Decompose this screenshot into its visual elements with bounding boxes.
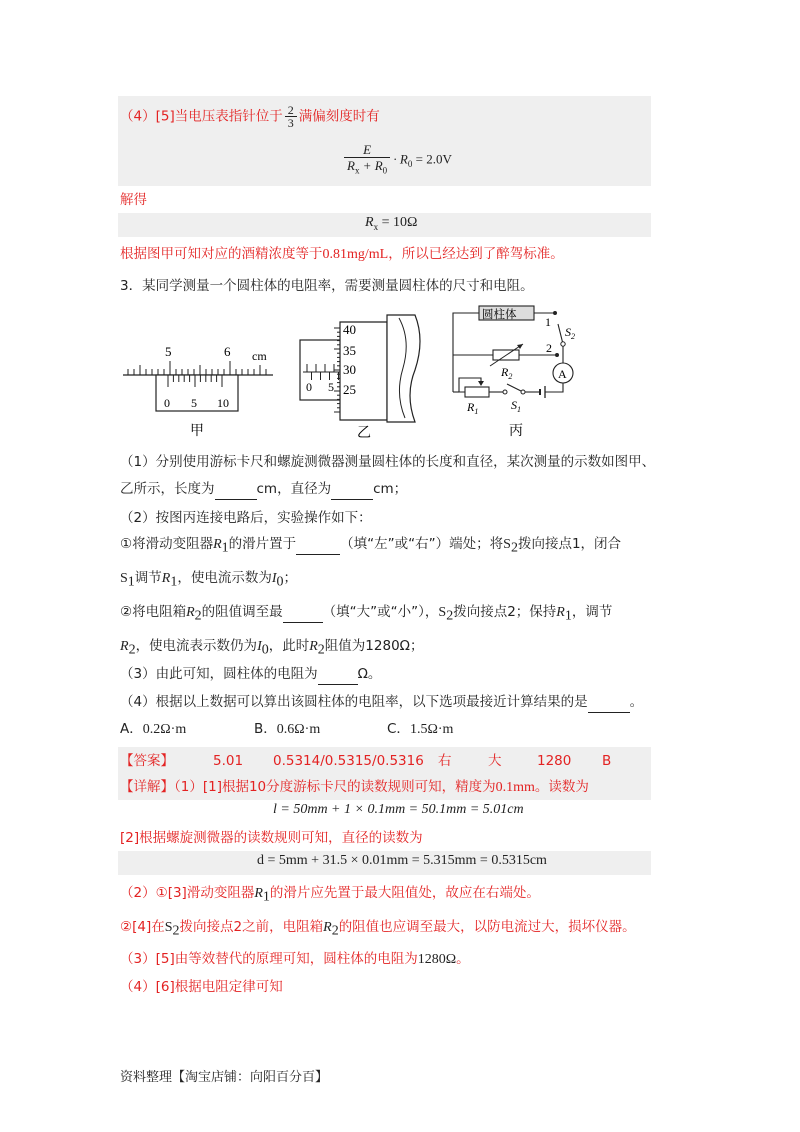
question-3-stem: 3．某同学测量一个圆柱体的电阻率，需要测量圆柱体的尺寸和电阻。 <box>120 278 534 294</box>
detail-line-4: ②[4]在$S_2$拨向接点2之前，电阻箱$R_2$的阻值也应调至最大，以防电流过大，损坏仪器。 <box>120 919 636 939</box>
option-a[interactable]: A．0.2Ω·m <box>120 721 187 737</box>
length-blank[interactable] <box>215 479 257 500</box>
answer-5: 1280 <box>537 753 572 769</box>
part-2-intro: （2）按图丙连接电路后，实验操作如下： <box>120 510 372 526</box>
ammeter-label: A <box>558 367 567 381</box>
slider-position-blank[interactable] <box>296 534 340 555</box>
vernier-label-5: 5 <box>191 396 197 410</box>
circuit-caption: 丙 <box>509 424 523 439</box>
contact-2-label: 2 <box>546 341 552 355</box>
part-4-line: （4）根据以上数据可以算出该圆柱体的电阻率，以下选项最接近计算结果的是 。 <box>120 692 643 713</box>
caliper-figure <box>118 300 278 440</box>
rx-equation: $R_x = 10\Omega$ <box>365 215 418 232</box>
vernier-label-10: 10 <box>217 396 229 410</box>
cylinder-label: 圆柱体 <box>482 309 517 321</box>
step-1-line-2: $S_1$调节$R_1$，使电流示数为$I_0$； <box>120 570 298 590</box>
detail-line-2: [2]根据螺旋测微器的读数规则可知，直径的读数为 <box>120 830 423 846</box>
sleeve-label-5: 5 <box>328 380 334 394</box>
caliper-unit: cm <box>252 349 267 363</box>
detail-line-6: （4）[6]根据电阻定律可知 <box>120 979 283 995</box>
choice-blank[interactable] <box>588 692 630 713</box>
thimble-label-30: 30 <box>343 362 356 377</box>
length-equation: l = 50mm + 1 × 0.1mm = 50.1mm = 5.01cm <box>273 802 524 817</box>
step-2-line-2: $R_2$，使电流表示数仍为$I_0$，此时$R_2$阻值为1280Ω； <box>120 638 424 658</box>
diameter-equation: d = 5mm + 31.5 × 0.01mm = 5.315mm = 0.5315cm <box>257 853 547 868</box>
step-2-line-1: ②将电阻箱$R_2$的阻值调至最 （填“大”或“小”），$S_2$拨向接点2；保持$R_1$，调节 <box>120 604 613 624</box>
answer-label: 【答案】 <box>120 753 174 769</box>
voltage-equation: $\frac{E}{R_x + R_0}$ · $R_0 = 2.0V$ <box>344 142 452 179</box>
part-1-line-2: 乙所示，长度为 cm，直径为 cm； <box>120 479 407 500</box>
answer-1: 5.01 <box>213 753 244 769</box>
thimble-label-40: 40 <box>343 322 356 337</box>
r2-label: $R_2$ <box>501 365 513 381</box>
resistance-box-blank[interactable] <box>283 602 323 623</box>
detail-line-5: （3）[5]由等效替代的原理可知，圆柱体的电阻为1280Ω。 <box>120 951 470 967</box>
answer-2: 0.5314/0.5315/0.5316 <box>273 753 424 769</box>
caliper-label-5: 5 <box>165 344 172 359</box>
micrometer-figure <box>295 310 435 440</box>
sleeve-label-0: 0 <box>306 380 312 394</box>
diameter-blank[interactable] <box>331 479 373 500</box>
option-c[interactable]: C．1.5Ω·m <box>387 721 454 737</box>
jiede-label: 解得 <box>120 192 147 208</box>
s1-label: $S_1$ <box>511 398 521 414</box>
conclusion-line: 根据图甲可知对应的酒精浓度等于0.81mg/mL，所以已经达到了醉驾标准。 <box>120 246 564 262</box>
caliper-caption: 甲 <box>190 424 204 439</box>
solution-4-heading: （4）[5]当电压表指针位于 $\frac{2}{3}$ 满偏刻度时有 <box>120 103 380 130</box>
detail-line-1: 【详解】（1）[1]根据10分度游标卡尺的读数规则可知，精度为0.1mm。读数为 <box>120 779 589 795</box>
resistance-blank[interactable] <box>318 664 358 685</box>
answer-4: 大 <box>488 753 502 769</box>
contact-1-label: 1 <box>545 315 551 329</box>
r1-label: $R_1$ <box>467 400 479 416</box>
option-b[interactable]: B．0.6Ω·m <box>254 721 321 737</box>
answer-6: B <box>602 753 612 769</box>
footer-text: 资料整理【淘宝店铺：向阳百分百】 <box>120 1070 329 1085</box>
vernier-label-0: 0 <box>164 396 170 410</box>
answer-3: 右 <box>438 753 452 769</box>
part-3-line: （3）由此可知，圆柱体的电阻为 Ω。 <box>120 664 381 685</box>
detail-line-3: （2）①[3]滑动变阻器$R_1$的滑片应先置于最大阻值处，故应在右端处。 <box>120 885 540 905</box>
fraction-two-thirds: $\frac{2}{3}$ <box>285 104 297 129</box>
circuit-figure <box>445 300 595 440</box>
step-1-line-1: ①将滑动变阻器$R_1$的滑片置于 （填“左”或“右”）端处；将$S_2$拨向接点1，闭合 <box>120 536 622 556</box>
micrometer-caption: 乙 <box>357 426 371 440</box>
thimble-label-35: 35 <box>343 343 356 358</box>
part-1-line-1: （1）分别使用游标卡尺和螺旋测微器测量圆柱体的长度和直径，某次测量的示数如图甲、 <box>120 454 656 470</box>
thimble-label-25: 25 <box>343 382 356 397</box>
caliper-label-6: 6 <box>224 344 231 359</box>
s2-label: $S_2$ <box>565 325 575 341</box>
